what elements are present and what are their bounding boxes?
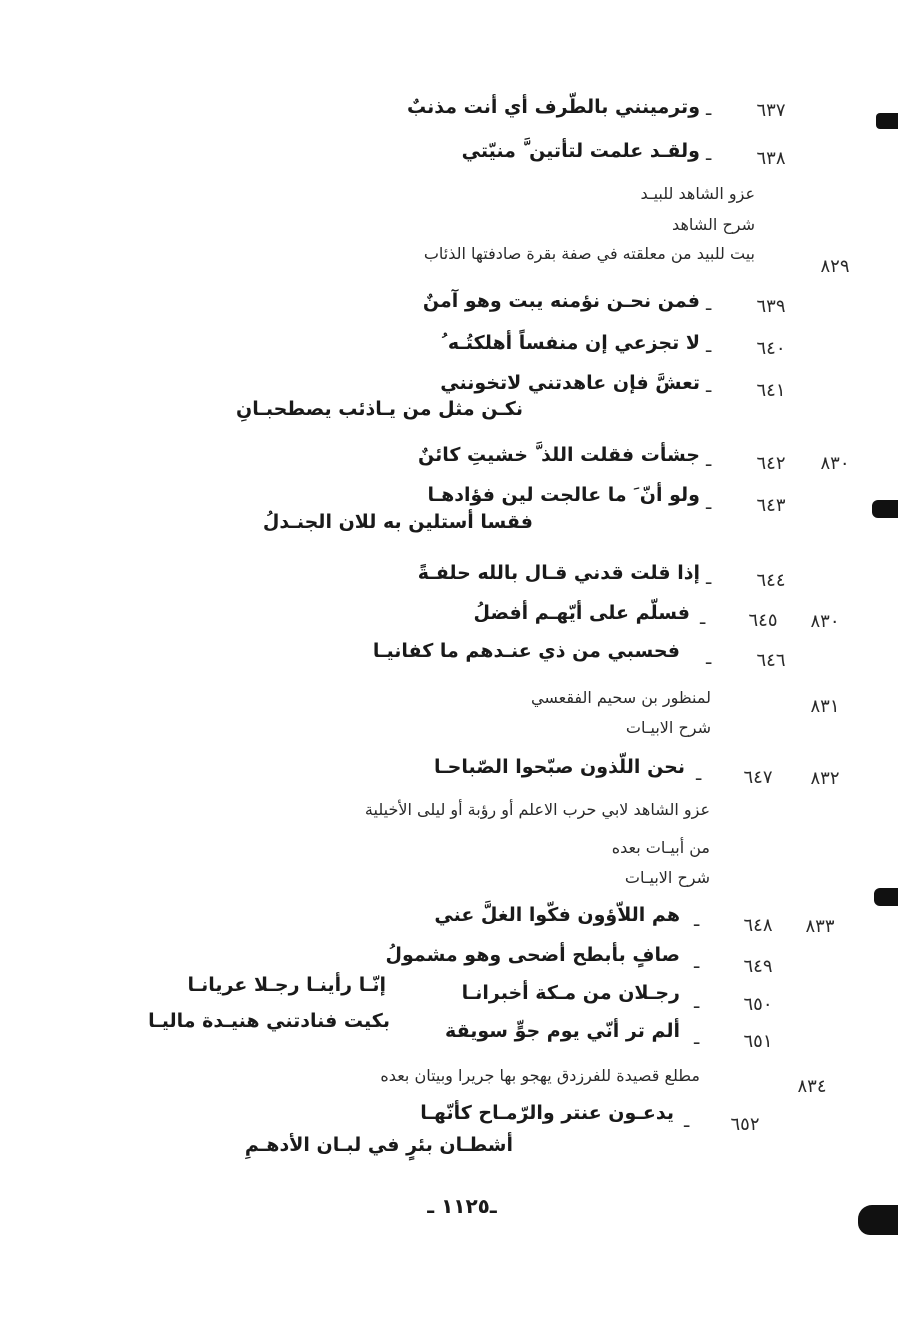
entry-number: ٦٥١: [743, 1031, 773, 1052]
note-line: شرح الابيـات: [625, 718, 711, 737]
verse-text: تعشَّ فإن عاهدتني لاتخونني: [440, 372, 700, 394]
entry-dash: ـ: [696, 764, 702, 785]
entry-number: ٦٤٤: [756, 570, 786, 591]
page-ref: ٨٣١: [810, 696, 840, 717]
binding-mark: [876, 113, 898, 129]
page-ref: ٨٢٩: [820, 256, 850, 277]
entry-dash: ـ: [694, 992, 700, 1013]
verse-continuation: أشطـان بئرٍ في لبـان الأدهـمِ: [244, 1134, 513, 1156]
entry-dash: ـ: [706, 450, 712, 471]
entry-dash: ـ: [694, 952, 700, 973]
entry-number: ٦٤٢: [756, 453, 786, 474]
entry-dash: ـ: [706, 294, 712, 315]
note-line: عزو الشاهد للبيـد: [640, 184, 755, 203]
verse-text: ألم تر أنّي يوم جوٍّ سويقة: [445, 1020, 680, 1042]
page-ref: ٨٣٠: [810, 611, 840, 632]
page-ref: ٨٣٣: [805, 916, 835, 937]
entry-number: ٦٤٩: [743, 956, 773, 977]
entry-dash: ـ: [706, 376, 712, 397]
binding-mark: [874, 888, 898, 906]
entry-number: ٦٥٢: [730, 1114, 760, 1135]
verse-text: جشأت فقلت اللذ َّ خشيتِ كائنٌ: [417, 444, 700, 466]
note-line: شرح الابيـات: [624, 868, 710, 887]
binding-mark: [858, 1205, 898, 1235]
entry-number: ٦٥٠: [743, 994, 773, 1015]
entry-number: ٦٤٠: [756, 338, 786, 359]
note-line: عزو الشاهد لابي حرب الاعلم أو رؤبة أو ليلى الأخيلية: [364, 800, 710, 819]
verse-text: نحن اللّذون صبّحوا الصّباحـا: [434, 756, 685, 778]
entry-number: ٦٣٩: [756, 296, 786, 317]
note-line: بيت للبيد من معلقته في صفة بقرة صادفتها الذئاب: [423, 244, 755, 263]
verse-text: فحسبي من ذي عنـدهم ما كفانيـا: [372, 640, 680, 662]
entry-dash: ـ: [706, 648, 712, 669]
binding-mark: [872, 500, 898, 518]
note-line: مطلع قصيدة للفرزدق يهجو بها جريرا وبيتان بعده: [380, 1066, 700, 1085]
verse-text: يدعـون عنتر والرّمـاح كأنّهـا: [420, 1102, 674, 1124]
verse-continuation: إنّـا رأينـا رجـلا عريانـا: [187, 974, 386, 996]
verse-text: رجـلان من مـكة أخبرانـا: [461, 982, 680, 1004]
verse-text: لا تجزعي إن منفساً أهلكتُـه ُ: [441, 332, 700, 354]
verse-text: هم اللاّؤون فكّوا الغلَّ عني: [434, 904, 680, 926]
verse-text: إذا قلت قدني قـال بالله حلفـةً: [417, 562, 700, 584]
page-ref: ٨٣٠: [820, 453, 850, 474]
entry-dash: ـ: [694, 1028, 700, 1049]
entry-dash: ـ: [694, 910, 700, 931]
entry-dash: ـ: [706, 493, 712, 514]
entry-number: ٦٤١: [756, 380, 786, 401]
entry-number: ٦٣٨: [756, 148, 786, 169]
entry-dash: ـ: [706, 99, 712, 120]
verse-text: ولقـد علمت لتأتين َّ منيّتي: [461, 140, 700, 162]
note-line: شرح الشاهد: [672, 215, 755, 234]
entry-number: ٦٤٥: [748, 610, 778, 631]
verse-text: فمن نحـن نؤمنه يبت وهو آمنٌ: [422, 290, 700, 312]
note-line: لمنظور بن سحيم الفقعسي: [530, 688, 711, 707]
entry-dash: ـ: [706, 144, 712, 165]
entry-dash: ـ: [706, 568, 712, 589]
verse-text: فسلّم على أيّهـم أفضلُ: [473, 602, 690, 624]
page-ref: ٨٣٢: [810, 768, 840, 789]
page-number: ـ١١٢٥ ـ: [427, 1194, 497, 1218]
verse-continuation: بكيت فنادتني هنيـدة ماليـا: [148, 1010, 390, 1032]
entry-number: ٦٣٧: [756, 100, 786, 121]
entry-dash: ـ: [684, 1111, 690, 1132]
page-ref: ٨٣٤: [797, 1076, 827, 1097]
verse-continuation: نكـن مثل من يـاذئب يصطحبـانِ: [236, 398, 523, 420]
entry-number: ٦٤٣: [756, 495, 786, 516]
note-line: من أبيـات بعده: [611, 838, 710, 857]
entry-dash: ـ: [706, 336, 712, 357]
verse-text: صافٍ بأبطح أضحى وهو مشمولُ: [385, 944, 680, 966]
entry-number: ٦٤٧: [743, 767, 773, 788]
entry-number: ٦٤٨: [743, 915, 773, 936]
verse-text: وترمينني بالطّرف أي أنت مذنبٌ: [407, 96, 700, 118]
verse-text: ولو أنّ َ ما عالجت لين فؤادهـا: [427, 484, 700, 506]
verse-continuation: فقسا أستلين به للان الجنـدلُ: [262, 511, 533, 533]
entry-dash: ـ: [700, 608, 706, 629]
entry-number: ٦٤٦: [756, 650, 786, 671]
